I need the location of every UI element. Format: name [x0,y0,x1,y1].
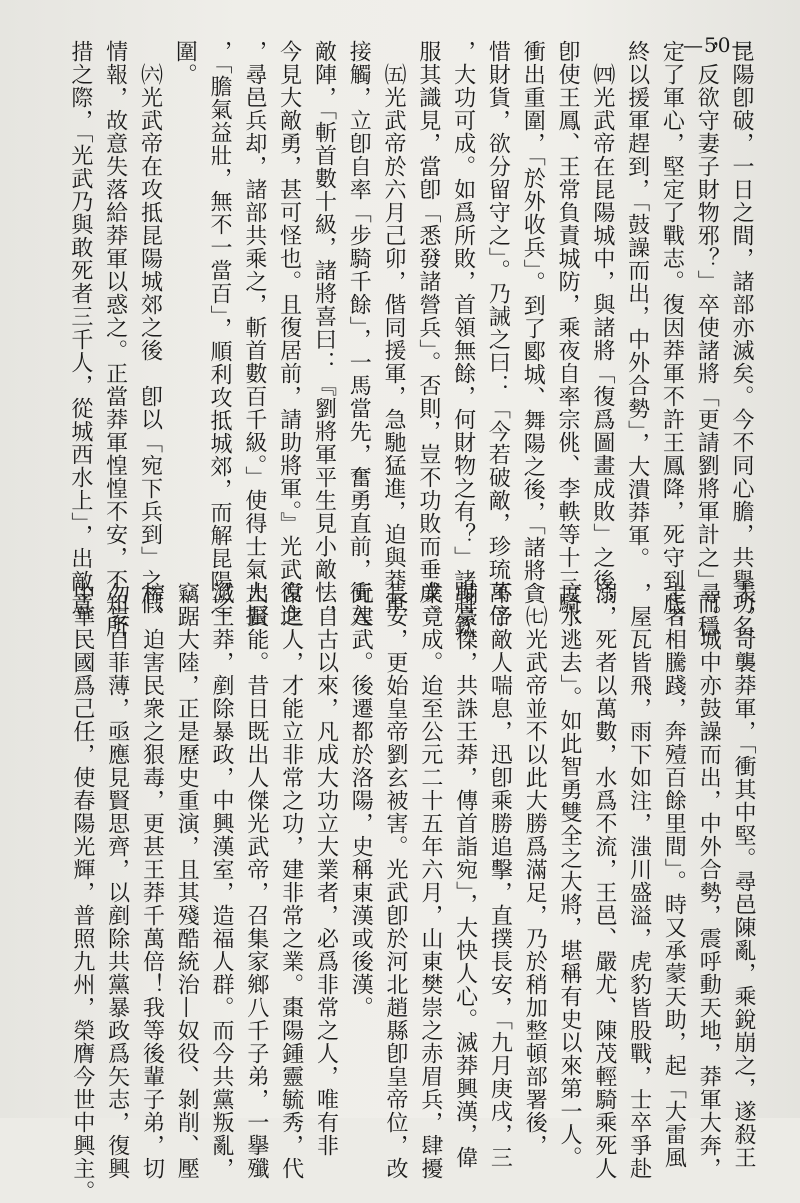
text-column: 情報，故意失落給莽軍以惑之。正當莽軍惶惶不安，不知所 [102,40,128,638]
text-column: 自古以來，凡成大功立大業者，必爲非常之人，唯有非 [313,582,339,1157]
text-column: 輔豪傑，共誅王莽，傳首詣宛」，大快人心。滅莽興漢，偉 [452,582,478,1169]
text-column: 昆陽卽破，一日之間，諸部亦滅矣。今不同心膽，共擧功名 [729,40,754,638]
text-column: 走者相騰踐，奔殪百餘里間」。時又承蒙天助，起「大雷風 [661,582,687,1169]
text-column: ，「膽氣益壯，無不一當百」，順利攻抵城郊，而解昆陽之 [207,40,233,616]
text-column: ㈣光武帝在昆陽城中，與諸將「復爲圖畫成敗」之後， [589,40,615,615]
text-column: 卽使王鳳、王常負責城防，乘夜自率宗佻、李軼等十三騎， [555,40,581,638]
text-column: 不予敵人喘息，迅卽乘勝追擊，直撲長安，「九月庚戌，三 [487,582,513,1169]
text-column: 今見大敵勇，甚可怪也。且復居前，請助將軍。』光武復進 [276,40,302,627]
text-column: 滅王莽，剷除暴政，中興漢室，造福人群。而今共黨叛亂， [209,582,235,1180]
text-column: 敵陣，「斬首數十級，諸將喜曰：『劉將軍平生見小敵怯， [311,40,337,627]
text-column: ㈤光武帝於六月己卯，偕同援軍，急馳猛進，迫與莽軍 [381,40,407,615]
text-column: 接觸，立卽自率「步騎千餘」，一馬當先，奮勇直前，衝入 [346,40,372,627]
text-column: 長安，更始皇帝劉玄被害。光武卽於河北趙縣卽皇帝位，改 [383,582,409,1180]
text-column: ㈦光武帝並不以此大勝爲滿足，乃於稍加整頓部署後， [522,582,548,1157]
text-column: 措之際，「光武乃與敢死者三千人，從城西水上」，出敵意 [67,40,93,616]
text-column: ，屋瓦皆飛，雨下如注，滍川盛溢，虎豹皆股戰，士卒爭赴 [626,582,652,1180]
text-column: 終以援軍趕到，「鼓譟而出，中外合勢」，大潰莽軍。 [624,40,650,570]
text-column: 圍。 [172,40,198,86]
text-column: 竊踞大陸，正是歷史重演，且其殘酷統治—奴役、剝削、壓 [174,582,200,1180]
text-column: 表，奇襲莽軍，「衝其中堅。尋邑陳亂，乘銳崩之，遂殺王 [731,582,756,1169]
text-column: 常之人，才能立非常之功，建非常之業。棗陽鍾靈毓秀，代 [278,582,304,1180]
text-column: 勿妄自菲薄，亟應見賢思齊，以剷除共黨暴政爲矢志，復興 [104,582,130,1180]
text-column: 惜財貨，欲分留守之」。乃誡之曰：「今若破敵，珍琉萬倍 [485,40,511,627]
page-number: —50— [683,33,753,57]
text-column: ，尋邑兵却，諸部共乘之，斬首數百千級。」使得士氣大振 [241,40,267,627]
text-column: 溺，死者以萬數，水爲不流，王邑、嚴尤、陳茂輕騎乘死人 [591,582,617,1180]
text-column: ㈥光武帝在攻抵昆陽城郊之後 卽以「宛下兵到」之假 [137,40,163,615]
text-column: 尋。城中亦鼓譟而出，中外合勢，震呼動天地，莽軍大奔， [696,582,722,1180]
text-column: 業竟成。迨至公元二十五年六月，山東樊崇之赤眉兵，肆擾 [417,582,443,1180]
text-column: 定了軍心，堅定了戰志。復因莽軍不許王鳳降，死守到底， [659,40,685,638]
text-block-upper [62,40,758,638]
text-column: 衝出重圍，「於外收兵」。到了郾城、舞陽之後，「諸將貪 [520,40,546,605]
text-column: ，大功可成。如爲所敗，首領無餘，何財物之有？」諸將欽 [450,40,476,638]
text-column: 出賢能。昔日既出人傑光武帝，召集家鄉八千子弟，一擧殲 [243,582,269,1180]
text-column: 中華民國爲己任，使春陽光輝，普照九州，榮膺今世中興主。 [69,582,95,1203]
text-block-lower [64,582,760,1203]
text-column: 元建武。後遷都於洛陽，史稱東漢或後漢。 [348,582,374,1019]
text-column: 度水逃去」。如此智勇雙全之大將，堪稱有史以來第一人。 [557,582,583,1169]
text-column: ，反欲守妻子財物邪？」卒使諸將「更請劉將軍計之」而穩 [694,40,720,638]
text-column: 榨、迫害民衆之狠毒，更甚王莽千萬倍！我等後輩子弟，切 [139,582,165,1180]
text-column: 服其識見，當卽「悉發諸營兵」。否則，豈不功敗而垂成。 [415,40,441,627]
